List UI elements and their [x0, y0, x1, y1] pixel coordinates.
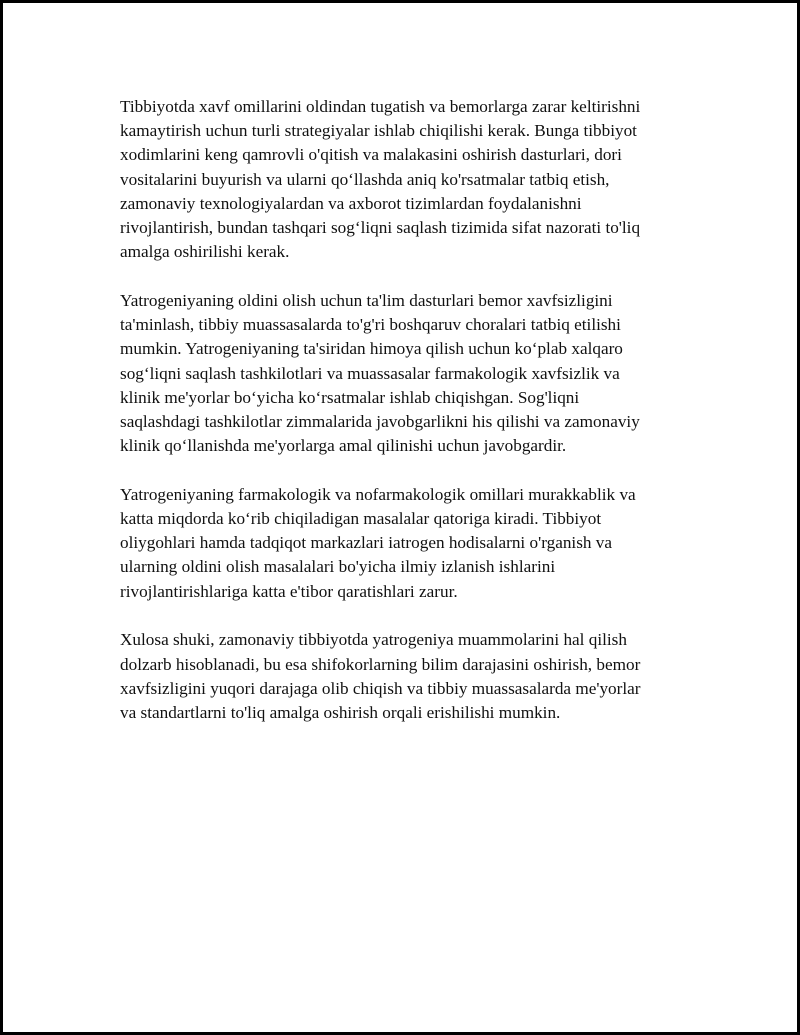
text-line: kamaytirish uchun turli strategiyalar ishlab chiqilishi kerak. Bunga tibbiyot	[120, 121, 637, 141]
text-line: ta'minlash, tibbiy muassasalarda to'g'ri boshqaruv choralari tatbiq etilishi	[120, 315, 621, 335]
text-line: va standartlarni to'liq amalga oshirish orqali erishilishi mumkin.	[120, 702, 561, 722]
paragraph-3	[120, 483, 690, 604]
text-line: katta miqdorda ko‘rib chiqiladigan masalalar qatoriga kiradi. Tibbiyot	[120, 509, 602, 529]
text-line: Tibbiyotda xavf omillarini oldindan tugatish va bemorlarga zarar keltirishni	[120, 97, 641, 116]
text-line: oliygohlari hamda tadqiqot markazlari iatrogen hodisalarni o'rganish va	[120, 533, 613, 553]
text-line: mumkin. Yatrogeniyaning ta'siridan himoya qilish uchun ko‘plab xalqaro	[120, 339, 623, 359]
text-line: zamonaviy texnologiyalardan va axborot tizimlardan foydalanishni	[120, 193, 582, 213]
text-line: xodimlarini keng qamrovli o'qitish va malakasini oshirish dasturlari, dori	[120, 145, 622, 165]
text-line: rivojlantirishlariga katta e'tibor qaratishlari zarur.	[120, 581, 458, 601]
paragraph-4	[120, 628, 690, 725]
text-line: klinik qo‘llanishda me'yorlarga amal qilinishi uchun javobgardir.	[120, 436, 567, 456]
text-line: sog‘liqni saqlash tashkilotlari va muassasalar farmakologik xavfsizlik va	[120, 363, 620, 383]
text-line: Xulosa shuki, zamonaviy tibbiyotda yatrogeniya muammolarini hal qilish	[120, 630, 627, 650]
text-line: rivojlantirish, bundan tashqari sog‘liqni saqlash tizimida sifat nazorati to'liq	[120, 218, 641, 238]
text-line: ularning oldini olish masalalari bo'yicha ilmiy izlanish ishlarini	[120, 557, 556, 577]
text-line: Yatrogeniyaning farmakologik va nofarmakologik omillari murakkablik va	[120, 484, 636, 504]
text-line: Yatrogeniyaning oldini olish uchun ta'lim dasturlari bemor xavfsizligini	[120, 290, 613, 310]
document-body	[120, 95, 690, 750]
text-line: dolzarb hisoblanadi, bu esa shifokorlarning bilim darajasini oshirish, bemor	[120, 654, 641, 674]
text-line: saqlashdagi tashkilotlar zimmalarida javobgarlikni his qilishi va zamonaviy	[120, 411, 640, 431]
text-line: amalga oshirilishi kerak.	[120, 242, 290, 262]
text-line: vositalarini buyurish va ularni qo‘llashda aniq ko'rsatmalar tatbiq etish,	[120, 169, 610, 189]
paragraph-1	[120, 95, 690, 264]
paragraph-2	[120, 289, 690, 458]
text-line: xavfsizligini yuqori darajaga olib chiqish va tibbiy muassasalarda me'yorlar	[120, 678, 641, 698]
text-line: klinik me'yorlar bo‘yicha ko‘rsatmalar ishlab chiqishgan. Sog'liqni	[120, 387, 580, 407]
